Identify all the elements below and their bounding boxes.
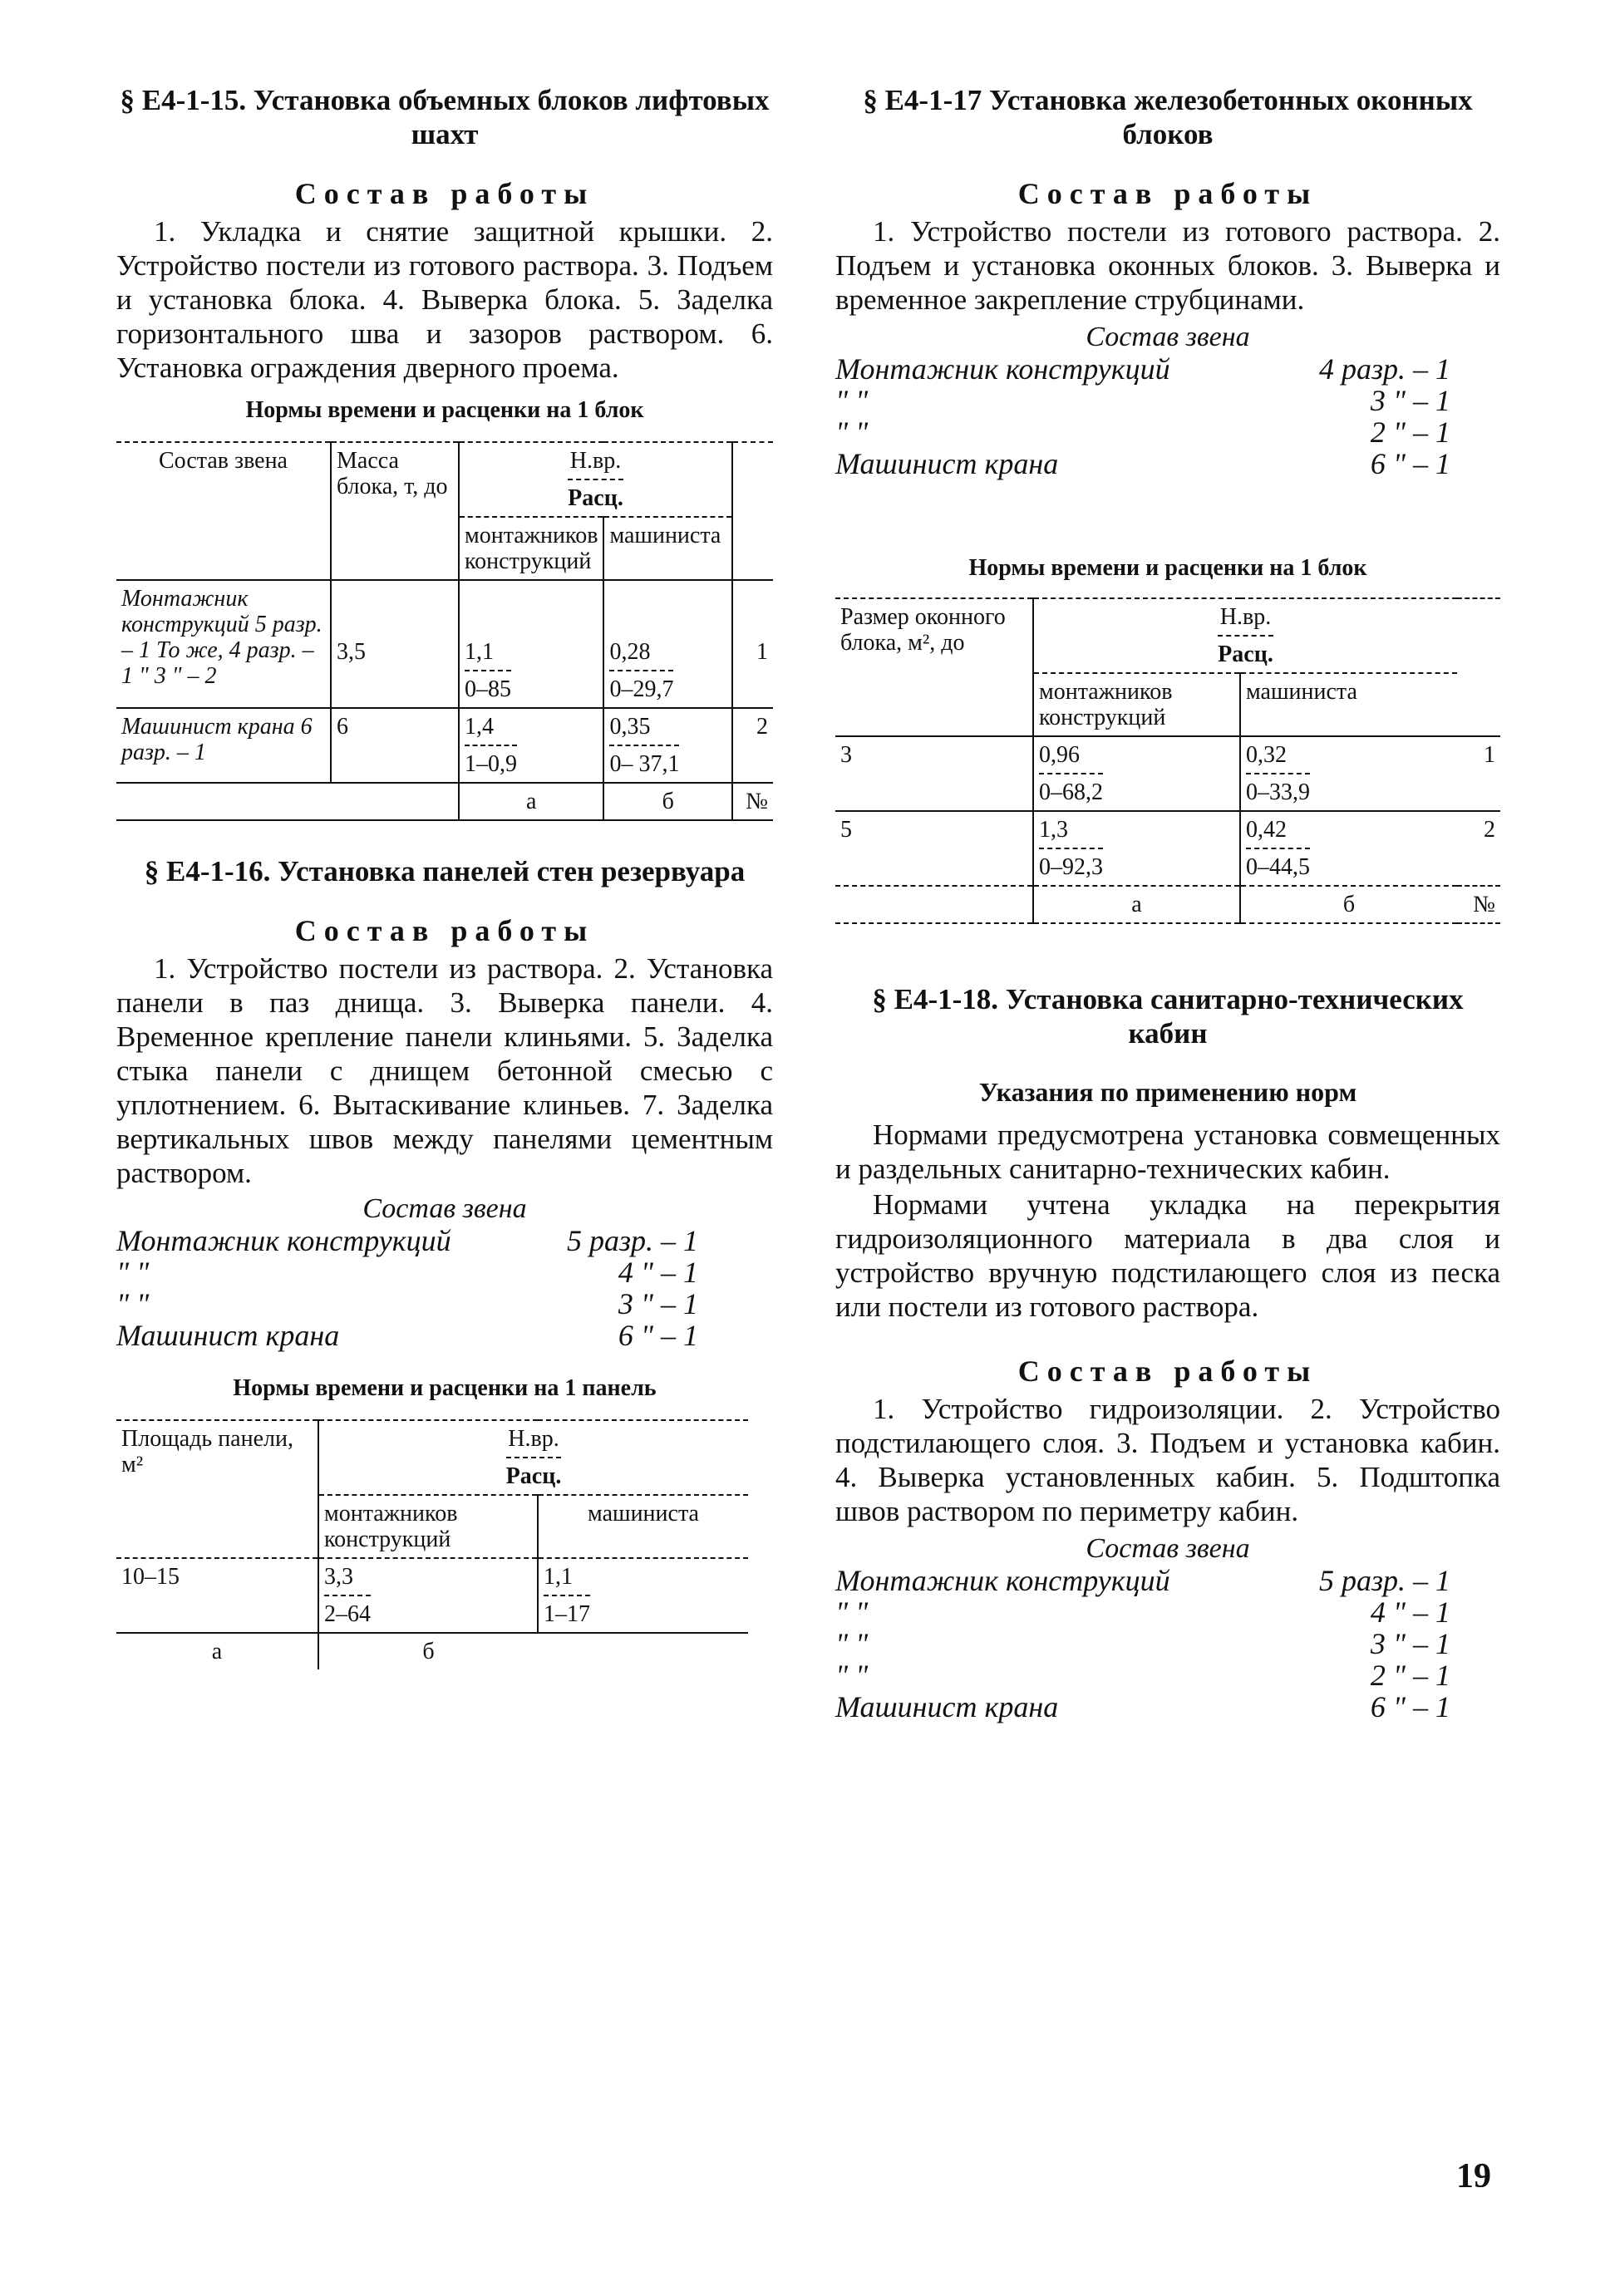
work-heading: Состав работы [1017,177,1318,210]
row1-crew: Монтажник конструкций 5 разр. – 1 То же, 4 разр. – 1 " 3 " – 2 [116,580,331,708]
section-title-e4-1-17: § Е4-1-17 Установка железобетонных оконных блоков [863,84,1473,150]
footer-no: № [746,789,768,814]
left-column [116,83,773,1669]
work-text: 1. Укладка и снятие защитной крышки. 2. Устройство постели из готового раствора. 3. Подъем и установка блока. 4. Выверка блока. 5. Заделка горизонтального шва и зазоров раствором. 6. Установка ограждения дверного проема. [116,215,773,384]
crew-heading: Состав звена [1086,1533,1250,1564]
notes-heading: Указания по применению норм [978,1077,1357,1107]
row2-no: 2 [756,714,768,740]
work-text: 1. Устройство постели из раствора. 2. Установка панели в паз днища. 3. Выверка панели. 4. Временное крепление панели клиньями. 5. Заделка стыка панели с днищем бетонной смесью с уплотнением. 6. Вытаскивание клиньев. 7. Заделка вертикальных швов между панелями цементным раствором. [116,952,773,1189]
row1-no: 1 [1484,742,1495,768]
footer-a: а [1033,886,1240,923]
work-heading: Состав работы [294,914,595,947]
row2-mash: $\frac{0,35}{0- 37,1}$ [603,708,732,783]
crew-item: " " 3 " – 1 [835,384,1450,417]
crew-item: Монтажник конструкций 4 разр. – 1 [835,352,1450,386]
norms-table-e4-1-17 [835,597,1500,924]
row1-mont: $\frac{1,1}{0-85}$ [459,580,603,708]
section-title-e4-1-18: § Е4-1-18. Установка санитарно-технических кабин [872,983,1464,1050]
row2-no: 2 [1484,817,1495,843]
norms-table-e4-1-15 [116,441,773,821]
row1-mash: $\frac{0,28}{0-29,7}$ [603,580,732,708]
section-title-e4-1-16: § Е4-1-16. Установка панелей стен резервуара [144,855,746,887]
header-size: Размер оконного блока, м², до [835,598,1033,736]
page-number: 19 [1456,2157,1491,2195]
footer-b: б [1342,892,1356,917]
crew-heading: Состав звена [362,1193,527,1224]
footer-a: а [116,1633,318,1669]
crew-item: " " 4 " – 1 [116,1256,698,1289]
table-caption: Нормы времени и расценки на 1 блок [968,555,1367,581]
crew-item: Машинист крана 6 " – 1 [116,1319,698,1352]
row1-mass: 3,5 [331,580,459,708]
header-crew: Состав звена [116,442,331,580]
row1-area: 10–15 [116,1558,318,1633]
header-mont: монтажников конструкций [1033,673,1240,736]
crew-list [835,353,1450,479]
header-mass: Масса блока, т, до [331,442,459,580]
header-mont: монтажников конструкций [459,517,603,580]
crew-item: Машинист крана 6 " – 1 [835,1690,1450,1723]
row1-mont: $\frac{0,96}{0-68,2}$ [1033,736,1240,811]
work-text: 1. Устройство постели из готового раствора. 2. Подъем и установка оконных блоков. 3. Выверка и временное закрепление струбцинами. [835,215,1500,316]
crew-item: Машинист крана 6 " – 1 [835,447,1450,480]
row1-mash: $\frac{1,1}{1-17}$ [544,1564,590,1627]
row1-mont: $\frac{3,3}{2-64}$ [318,1558,538,1633]
header-mash: машиниста [1240,673,1457,736]
header-nvr: Н.вр. Расц. [459,442,732,517]
row2-mont: $\frac{1,4}{1-0,9}$ [459,708,603,783]
note-text: Нормами предусмотрена установка совмещенных и раздельных санитарно-технических кабин. [835,1119,1500,1185]
right-column [835,83,1500,1723]
header-area: Площадь панели, м² [116,1420,318,1558]
crew-item: Монтажник конструкций 5 разр. – 1 [835,1564,1450,1597]
note-text: Нормами учтена укладка на перекрытия гидроизоляционного материала в два слоя и устройство вручную подстилающего слоя из песка или постели из готового раствора. [835,1188,1500,1323]
header-mash: машиниста [603,517,732,580]
work-text: 1. Устройство гидроизоляции. 2. Устройство подстилающего слоя. 3. Подъем и установка кабин. 4. Выверка установленных кабин. 5. Подштопка швов раствором по периметру кабин. [835,1393,1500,1527]
crew-item: " " 3 " – 1 [116,1287,698,1320]
crew-list [116,1225,698,1351]
section-title-e4-1-15: § Е4-1-15. Установка объемных блоков лифтовых шахт [120,84,770,150]
crew-item: " " 2 " – 1 [835,1659,1450,1692]
footer-b: б [422,1639,435,1664]
work-heading: Состав работы [1017,1354,1318,1388]
crew-item: Монтажник конструкций 5 разр. – 1 [116,1224,698,1257]
footer-b: б [603,783,732,820]
header-nvr: Н.вр. Расц. [318,1420,748,1495]
crew-heading: Состав звена [1086,322,1250,352]
row2-mash: $\frac{0,42}{0-44,5}$ [1246,817,1310,880]
row2-crew: Машинист крана 6 разр. – 1 [116,708,331,783]
row1-mash: $\frac{0,32}{0-33,9}$ [1246,742,1310,805]
table-caption: Нормы времени и расценки на 1 блок [245,397,644,423]
footer-no: № [1473,892,1495,917]
header-mash: машиниста [588,1501,699,1527]
work-heading: Состав работы [294,177,595,210]
row1-size: 3 [835,736,1033,811]
crew-list [835,1565,1450,1723]
row1-no: 1 [756,639,768,665]
header-nvr: Н.вр. Расц. [1033,598,1457,673]
crew-item: " " 3 " – 1 [835,1627,1450,1660]
header-mont: монтажников конструкций [318,1495,538,1558]
footer-a: а [459,783,603,820]
table-caption: Нормы времени и расценки на 1 панель [233,1375,657,1401]
row2-mass: 6 [331,708,459,783]
row2-mont: $\frac{1,3}{0-92,3}$ [1033,811,1240,886]
norms-table-e4-1-16 [116,1419,748,1669]
row2-size: 5 [835,811,1033,886]
crew-item: " " 4 " – 1 [835,1595,1450,1629]
crew-item: " " 2 " – 1 [835,415,1450,449]
